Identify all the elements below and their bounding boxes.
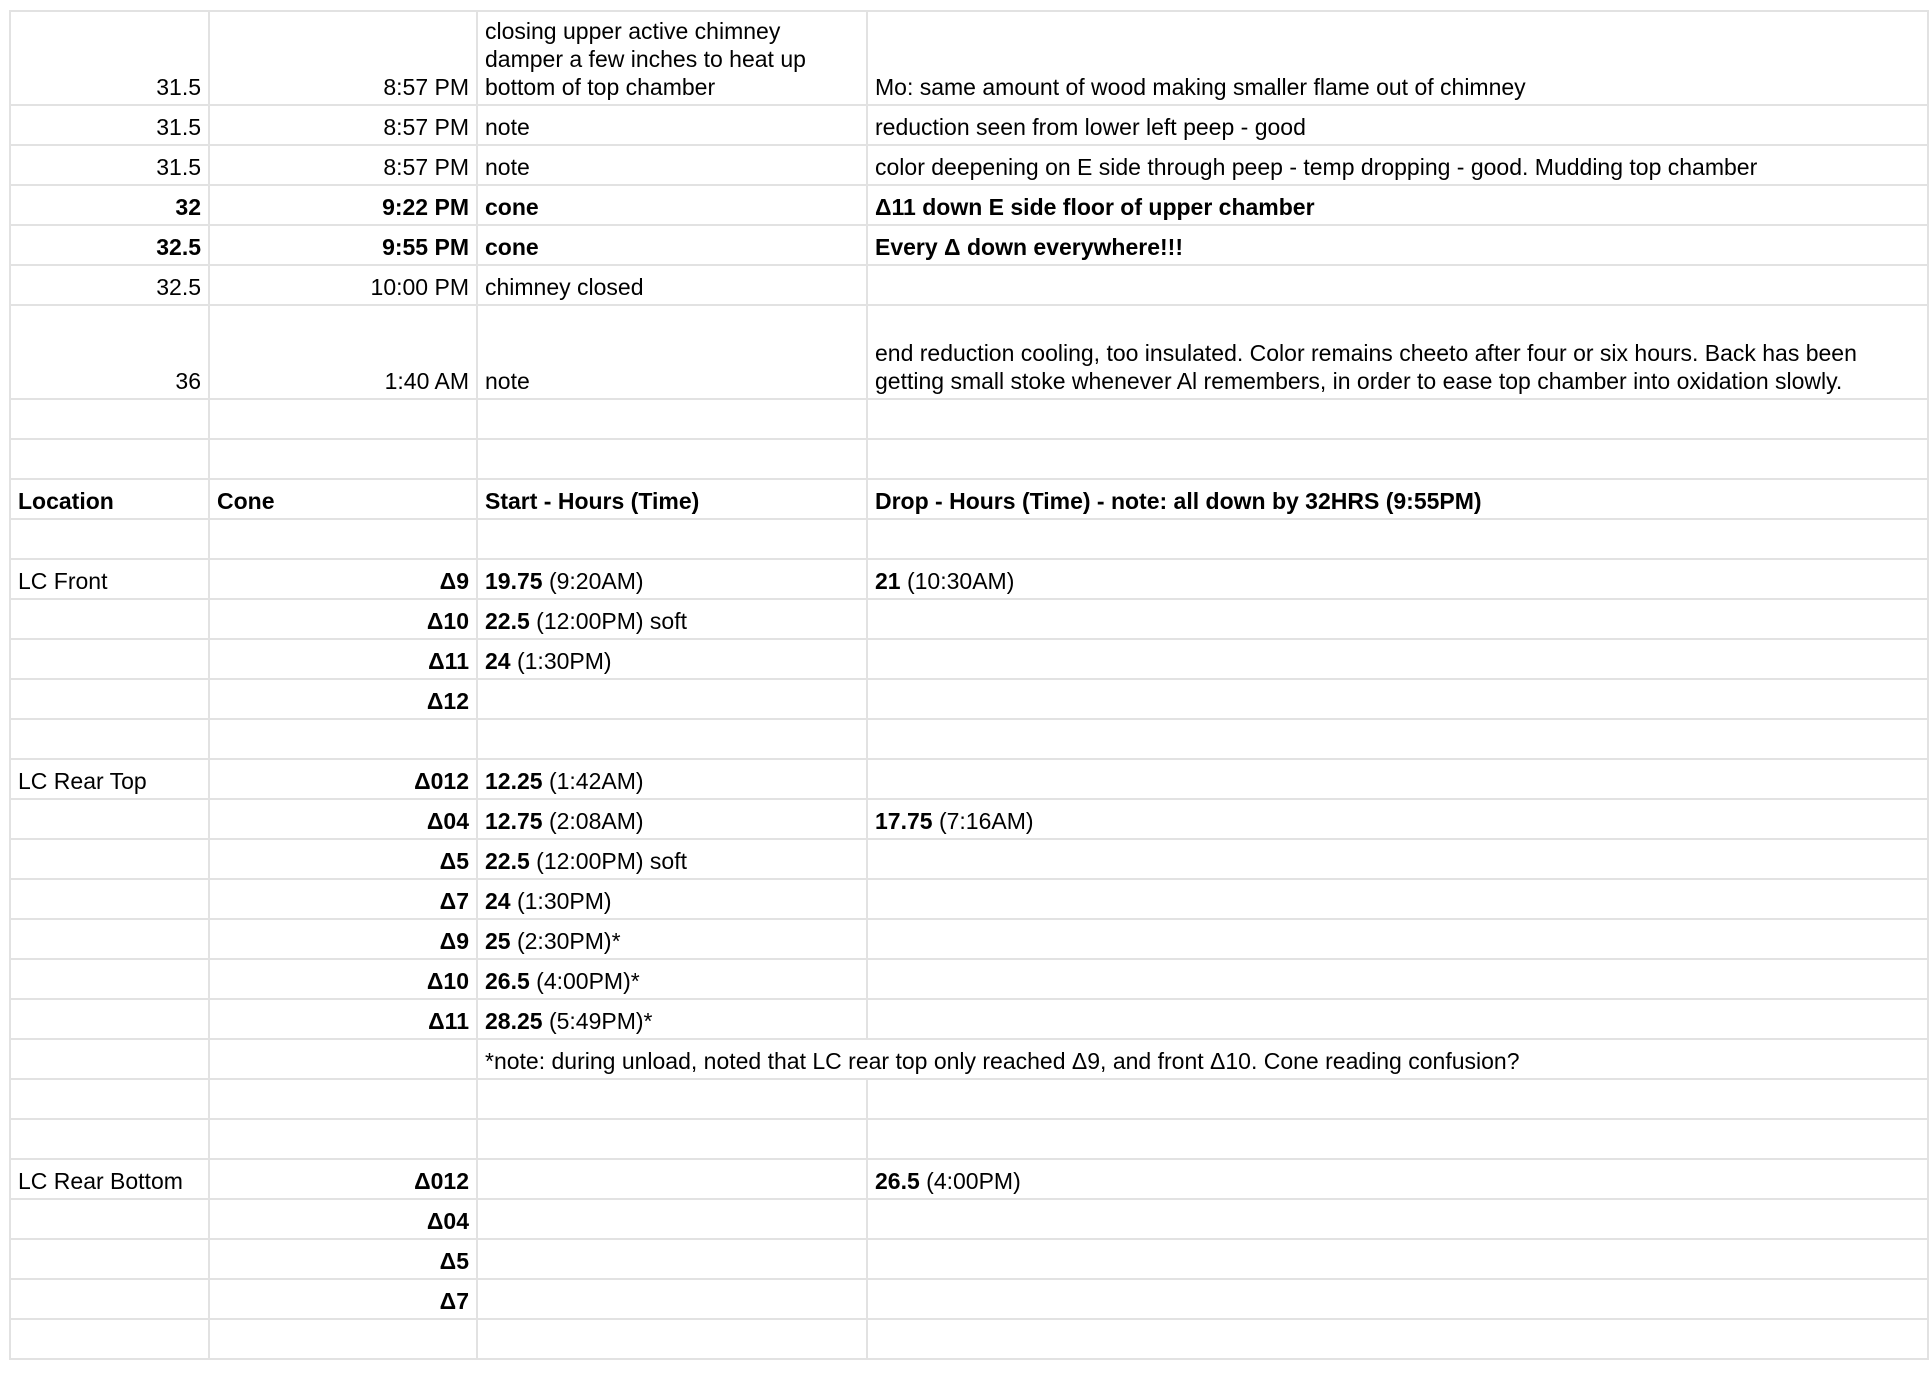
location-cell[interactable] — [10, 879, 209, 919]
location-cell[interactable] — [10, 919, 209, 959]
drop-cell[interactable] — [867, 1239, 1928, 1279]
empty-cell[interactable] — [477, 399, 867, 439]
hours-value: 28.25 — [485, 1008, 543, 1034]
empty-cell[interactable] — [209, 1319, 477, 1359]
drop-cell[interactable] — [867, 999, 1928, 1039]
cone-cell[interactable]: Δ7 — [209, 879, 477, 919]
location-cell[interactable] — [10, 1279, 209, 1319]
header-start[interactable]: Start - Hours (Time) — [477, 479, 867, 519]
time-cell[interactable]: 8:57 PM — [209, 105, 477, 145]
table-row — [10, 439, 1928, 479]
table-row — [10, 265, 1928, 305]
time-value: (4:00PM)* — [529, 968, 640, 994]
empty-cell[interactable] — [10, 1079, 209, 1119]
cone-cell[interactable]: Δ10 — [209, 599, 477, 639]
start-cell[interactable] — [477, 839, 867, 879]
event-cell[interactable]: cone — [477, 225, 867, 265]
cone-cell[interactable]: Δ5 — [209, 1239, 477, 1279]
time-value: (4:00PM) — [919, 1168, 1021, 1194]
location-cell[interactable] — [10, 999, 209, 1039]
footnote-cell[interactable]: *note: during unload, noted that LC rear top only reached Δ9, and front Δ10. Cone reading confusion? — [477, 1039, 1928, 1079]
hours-value: 21 — [875, 568, 901, 594]
drop-cell[interactable] — [867, 599, 1928, 639]
start-cell[interactable] — [477, 999, 867, 1039]
hours-cell[interactable]: 32.5 — [10, 225, 209, 265]
table-row — [10, 1199, 1928, 1239]
empty-cell[interactable] — [867, 399, 1928, 439]
cone-cell[interactable]: Δ012 — [209, 1159, 477, 1199]
table-row — [10, 185, 1928, 225]
note-cell[interactable]: end reduction cooling, too insulated. Color remains cheeto after four or six hours. Back has been getting small stoke whenever Al remembers, in order to ease top chamber into oxidation slowly. — [867, 305, 1928, 399]
table-row — [10, 839, 1928, 879]
start-cell[interactable] — [477, 959, 867, 999]
location-cell[interactable]: LC Rear Top — [10, 759, 209, 799]
hours-value: 24 — [485, 648, 511, 674]
table-row — [10, 105, 1928, 145]
drop-cell[interactable] — [867, 759, 1928, 799]
table-row — [10, 11, 1928, 105]
time-value: (1:30PM) — [510, 648, 612, 674]
table-row — [10, 1279, 1928, 1319]
hours-value: 12.75 — [485, 808, 543, 834]
start-cell[interactable] — [477, 759, 867, 799]
header-location[interactable]: Location — [10, 479, 209, 519]
table-row — [10, 799, 1928, 839]
empty-cell[interactable] — [867, 1079, 1928, 1119]
start-cell[interactable] — [477, 1279, 867, 1319]
table-row — [10, 1039, 1928, 1079]
table-row — [10, 1079, 1928, 1119]
empty-cell[interactable] — [867, 439, 1928, 479]
drop-cell[interactable] — [867, 919, 1928, 959]
drop-cell[interactable] — [867, 799, 1928, 839]
time-value: (1:30PM) — [510, 888, 612, 914]
table-row — [10, 719, 1928, 759]
start-cell[interactable] — [477, 559, 867, 599]
empty-cell[interactable] — [10, 1039, 209, 1079]
hours-cell[interactable]: 32 — [10, 185, 209, 225]
location-cell[interactable] — [10, 839, 209, 879]
event-cell[interactable]: note — [477, 145, 867, 185]
time-cell[interactable]: 9:55 PM — [209, 225, 477, 265]
time-value: (10:30AM) — [900, 568, 1015, 594]
cone-cell[interactable]: Δ10 — [209, 959, 477, 999]
time-value: (5:49PM)* — [542, 1008, 653, 1034]
start-cell[interactable] — [477, 1199, 867, 1239]
empty-cell[interactable] — [209, 399, 477, 439]
empty-cell[interactable] — [477, 719, 867, 759]
time-value: (1:42AM) — [542, 768, 644, 794]
hours-value: 22.5 — [485, 848, 530, 874]
hours-cell[interactable]: 31.5 — [10, 105, 209, 145]
hours-cell[interactable]: 32.5 — [10, 265, 209, 305]
table-row — [10, 679, 1928, 719]
table-row — [10, 599, 1928, 639]
table-row — [10, 519, 1928, 559]
table-row — [10, 305, 1928, 399]
empty-cell[interactable] — [10, 439, 209, 479]
empty-cell[interactable] — [209, 1039, 477, 1079]
event-cell[interactable]: cone — [477, 185, 867, 225]
location-cell[interactable] — [10, 1239, 209, 1279]
table-row — [10, 919, 1928, 959]
drop-cell[interactable] — [867, 639, 1928, 679]
location-cell[interactable] — [10, 799, 209, 839]
hours-value: 19.75 — [485, 568, 543, 594]
start-cell[interactable] — [477, 879, 867, 919]
table-row — [10, 639, 1928, 679]
cone-cell[interactable]: Δ9 — [209, 919, 477, 959]
drop-cell[interactable] — [867, 839, 1928, 879]
event-cell[interactable]: chimney closed — [477, 265, 867, 305]
table-row — [10, 145, 1928, 185]
empty-cell[interactable] — [10, 719, 209, 759]
table-row — [10, 225, 1928, 265]
note-cell[interactable]: color deepening on E side through peep - temp dropping - good. Mudding top chamber — [867, 145, 1928, 185]
table-row — [10, 399, 1928, 439]
time-cell[interactable]: 10:00 PM — [209, 265, 477, 305]
cone-cell[interactable]: Δ11 — [209, 999, 477, 1039]
empty-cell[interactable] — [477, 439, 867, 479]
empty-cell[interactable] — [867, 719, 1928, 759]
header-drop[interactable]: Drop - Hours (Time) - note: all down by 32HRS (9:55PM) — [867, 479, 1928, 519]
time-cell[interactable]: 9:22 PM — [209, 185, 477, 225]
cone-cell[interactable]: Δ7 — [209, 1279, 477, 1319]
cone-cell[interactable]: Δ12 — [209, 679, 477, 719]
time-cell[interactable]: 8:57 PM — [209, 145, 477, 185]
location-cell[interactable] — [10, 639, 209, 679]
event-cell[interactable]: closing upper active chimney damper a few inches to heat up bottom of top chamber — [477, 11, 867, 105]
location-cell[interactable] — [10, 959, 209, 999]
cone-cell[interactable]: Δ012 — [209, 759, 477, 799]
table-row — [10, 559, 1928, 599]
location-cell[interactable] — [10, 679, 209, 719]
hours-value: 26.5 — [875, 1168, 920, 1194]
empty-cell[interactable] — [209, 519, 477, 559]
event-cell[interactable]: note — [477, 305, 867, 399]
cone-cell[interactable]: Δ11 — [209, 639, 477, 679]
time-value: (9:20AM) — [542, 568, 644, 594]
empty-cell[interactable] — [10, 519, 209, 559]
location-cell[interactable] — [10, 599, 209, 639]
hours-value: 22.5 — [485, 608, 530, 634]
hours-cell[interactable]: 31.5 — [10, 11, 209, 105]
note-cell[interactable]: Every Δ down everywhere!!! — [867, 225, 1928, 265]
empty-cell[interactable] — [477, 1079, 867, 1119]
empty-cell[interactable] — [477, 519, 867, 559]
time-value: (2:30PM)* — [510, 928, 621, 954]
start-cell[interactable] — [477, 679, 867, 719]
hours-value: 25 — [485, 928, 511, 954]
empty-cell[interactable] — [867, 1319, 1928, 1359]
hours-value: 12.25 — [485, 768, 543, 794]
drop-cell[interactable] — [867, 1279, 1928, 1319]
start-cell[interactable] — [477, 799, 867, 839]
spreadsheet-grid — [9, 10, 1929, 1360]
time-value: (12:00PM) soft — [529, 848, 687, 874]
hours-cell[interactable]: 36 — [10, 305, 209, 399]
cone-cell[interactable]: Δ9 — [209, 559, 477, 599]
cone-cell[interactable]: Δ04 — [209, 799, 477, 839]
event-cell[interactable]: note — [477, 105, 867, 145]
empty-cell[interactable] — [10, 1319, 209, 1359]
time-cell[interactable]: 1:40 AM — [209, 305, 477, 399]
time-value: (2:08AM) — [542, 808, 644, 834]
table-row — [10, 1319, 1928, 1359]
hours-value: 26.5 — [485, 968, 530, 994]
note-cell[interactable]: Δ11 down E side floor of upper chamber — [867, 185, 1928, 225]
time-value: (12:00PM) soft — [529, 608, 687, 634]
drop-cell[interactable] — [867, 1159, 1928, 1199]
table-row — [10, 479, 1928, 519]
note-cell[interactable]: Mo: same amount of wood making smaller flame out of chimney — [867, 11, 1928, 105]
drop-cell[interactable] — [867, 1199, 1928, 1239]
empty-cell[interactable] — [477, 1319, 867, 1359]
table-row — [10, 1239, 1928, 1279]
cone-cell[interactable]: Δ04 — [209, 1199, 477, 1239]
time-cell[interactable]: 8:57 PM — [209, 11, 477, 105]
empty-cell[interactable] — [10, 1119, 209, 1159]
table-row — [10, 999, 1928, 1039]
drop-cell[interactable] — [867, 559, 1928, 599]
note-cell[interactable]: reduction seen from lower left peep - good — [867, 105, 1928, 145]
location-cell[interactable]: LC Front — [10, 559, 209, 599]
table-row — [10, 879, 1928, 919]
header-cone[interactable]: Cone — [209, 479, 477, 519]
empty-cell[interactable] — [477, 1119, 867, 1159]
start-cell[interactable] — [477, 1159, 867, 1199]
empty-cell[interactable] — [209, 439, 477, 479]
drop-cell[interactable] — [867, 679, 1928, 719]
note-cell[interactable] — [867, 265, 1928, 305]
empty-cell[interactable] — [867, 519, 1928, 559]
time-value: (7:16AM) — [932, 808, 1034, 834]
table-row — [10, 759, 1928, 799]
location-cell[interactable] — [10, 1199, 209, 1239]
table-row — [10, 1159, 1928, 1199]
start-cell[interactable] — [477, 639, 867, 679]
drop-cell[interactable] — [867, 959, 1928, 999]
empty-cell[interactable] — [10, 399, 209, 439]
cone-cell[interactable]: Δ5 — [209, 839, 477, 879]
empty-cell[interactable] — [209, 719, 477, 759]
start-cell[interactable] — [477, 599, 867, 639]
table-row — [10, 959, 1928, 999]
empty-cell[interactable] — [209, 1079, 477, 1119]
hours-cell[interactable]: 31.5 — [10, 145, 209, 185]
hours-value: 17.75 — [875, 808, 933, 834]
location-cell[interactable]: LC Rear Bottom — [10, 1159, 209, 1199]
empty-cell[interactable] — [867, 1119, 1928, 1159]
empty-cell[interactable] — [209, 1119, 477, 1159]
table-row — [10, 1119, 1928, 1159]
start-cell[interactable] — [477, 919, 867, 959]
start-cell[interactable] — [477, 1239, 867, 1279]
drop-cell[interactable] — [867, 879, 1928, 919]
hours-value: 24 — [485, 888, 511, 914]
